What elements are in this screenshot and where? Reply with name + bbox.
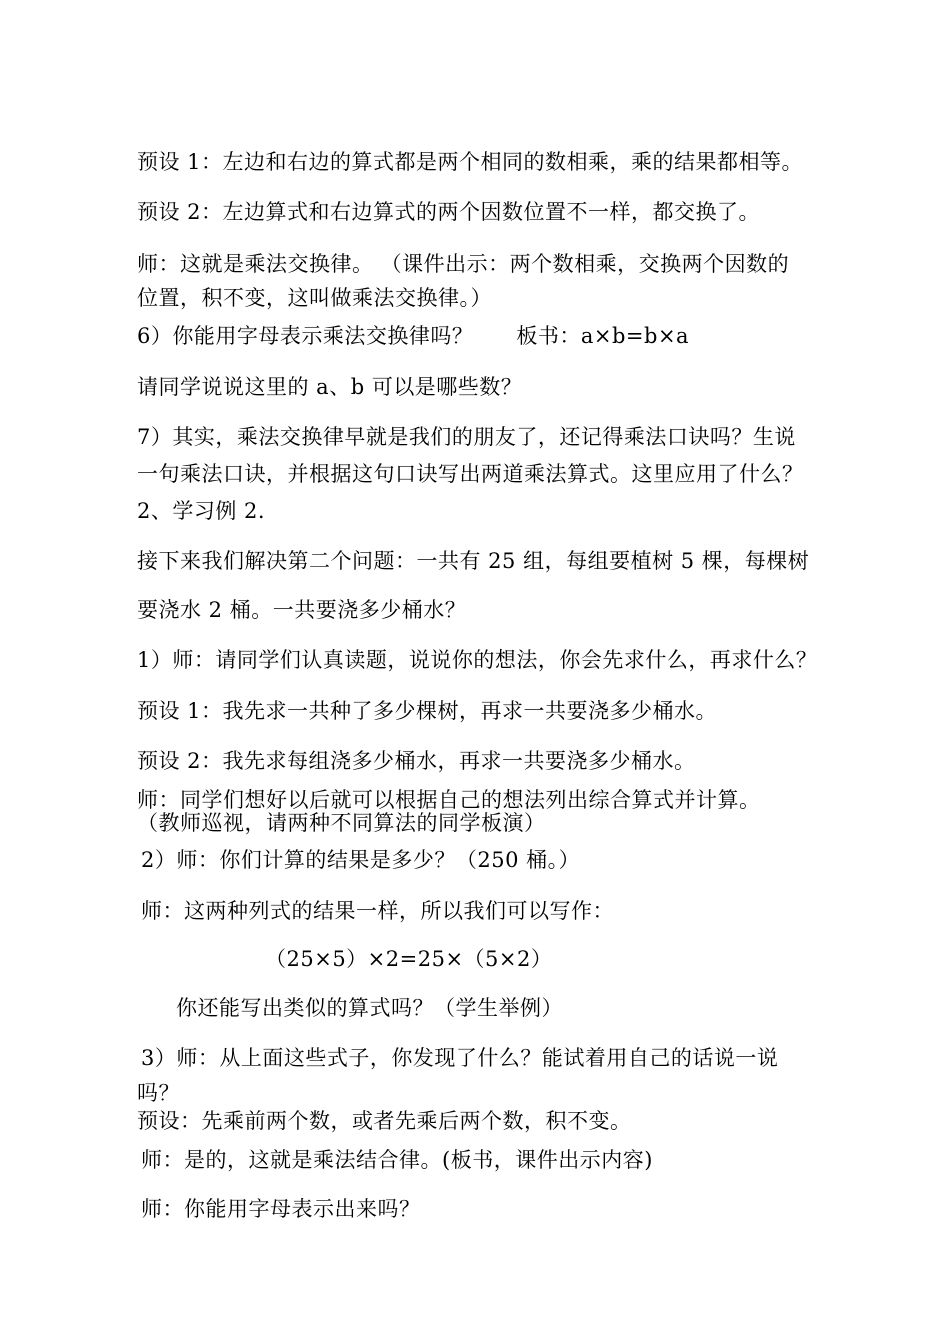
text-line: 师：你能用字母表示出来吗？ xyxy=(141,1197,421,1221)
text-line: 7）其实，乘法交换律早就是我们的朋友了，还记得乘法口诀吗？生说 xyxy=(137,425,796,449)
text-line: 预设 2：我先求每组浇多少桶水，再求一共要浇多少桶水。 xyxy=(137,749,696,773)
text-line: 6）你能用字母表示乘法交换律吗？ 板书：a×b=b×a xyxy=(137,324,690,348)
text-line: 预设：先乘前两个数，或者先乘后两个数，积不变。 xyxy=(137,1109,632,1133)
text-line: 位置，积不变，这叫做乘法交换律。） xyxy=(137,286,492,310)
text-line: 师：是的，这就是乘法结合律。(板书，课件出示内容) xyxy=(141,1148,653,1172)
text-line: 2）师：你们计算的结果是多少？（250 桶。） xyxy=(141,848,581,872)
text-line: 预设 1：左边和右边的算式都是两个相同的数相乘，乘的结果都相等。 xyxy=(137,150,804,174)
text-line: 你还能写出类似的算式吗？（学生举例） xyxy=(176,996,563,1020)
section-heading: 2、学习例 2. xyxy=(137,499,266,523)
text-line: 一句乘法口诀，并根据这句口诀写出两道乘法算式。这里应用了什么？ xyxy=(137,462,804,486)
text-line: 接下来我们解决第二个问题：一共有 25 组，每组要植树 5 棵，每棵树 xyxy=(137,549,810,573)
text-line: 预设 1：我先求一共种了多少棵树，再求一共要浇多少桶水。 xyxy=(137,699,718,723)
text-line: 吗？ xyxy=(137,1081,180,1105)
text-line: （教师巡视，请两种不同算法的同学板演） xyxy=(137,811,546,835)
text-line: 师：这两种列式的结果一样，所以我们可以写作： xyxy=(141,899,614,923)
text-line: 师：同学们想好以后就可以根据自己的想法列出综合算式并计算。 xyxy=(137,788,761,812)
formula-line: （25×5）×2=25×（5×2） xyxy=(265,947,553,971)
text-line: 预设 2：左边算式和右边算式的两个因数位置不一样，都交换了。 xyxy=(137,200,761,224)
text-line: 3）师：从上面这些式子，你发现了什么？能试着用自己的话说一说 xyxy=(141,1046,779,1070)
text-line: 师：这就是乘法交换律。 （课件出示：两个数相乘，交换两个因数的 xyxy=(137,252,790,276)
text-line: 要浇水 2 桶。一共要浇多少桶水？ xyxy=(137,598,467,622)
text-line: 请同学说说这里的 a、b 可以是哪些数？ xyxy=(137,375,523,399)
text-line: 1）师：请同学们认真读题，说说你的想法，你会先求什么，再求什么？ xyxy=(137,648,818,672)
